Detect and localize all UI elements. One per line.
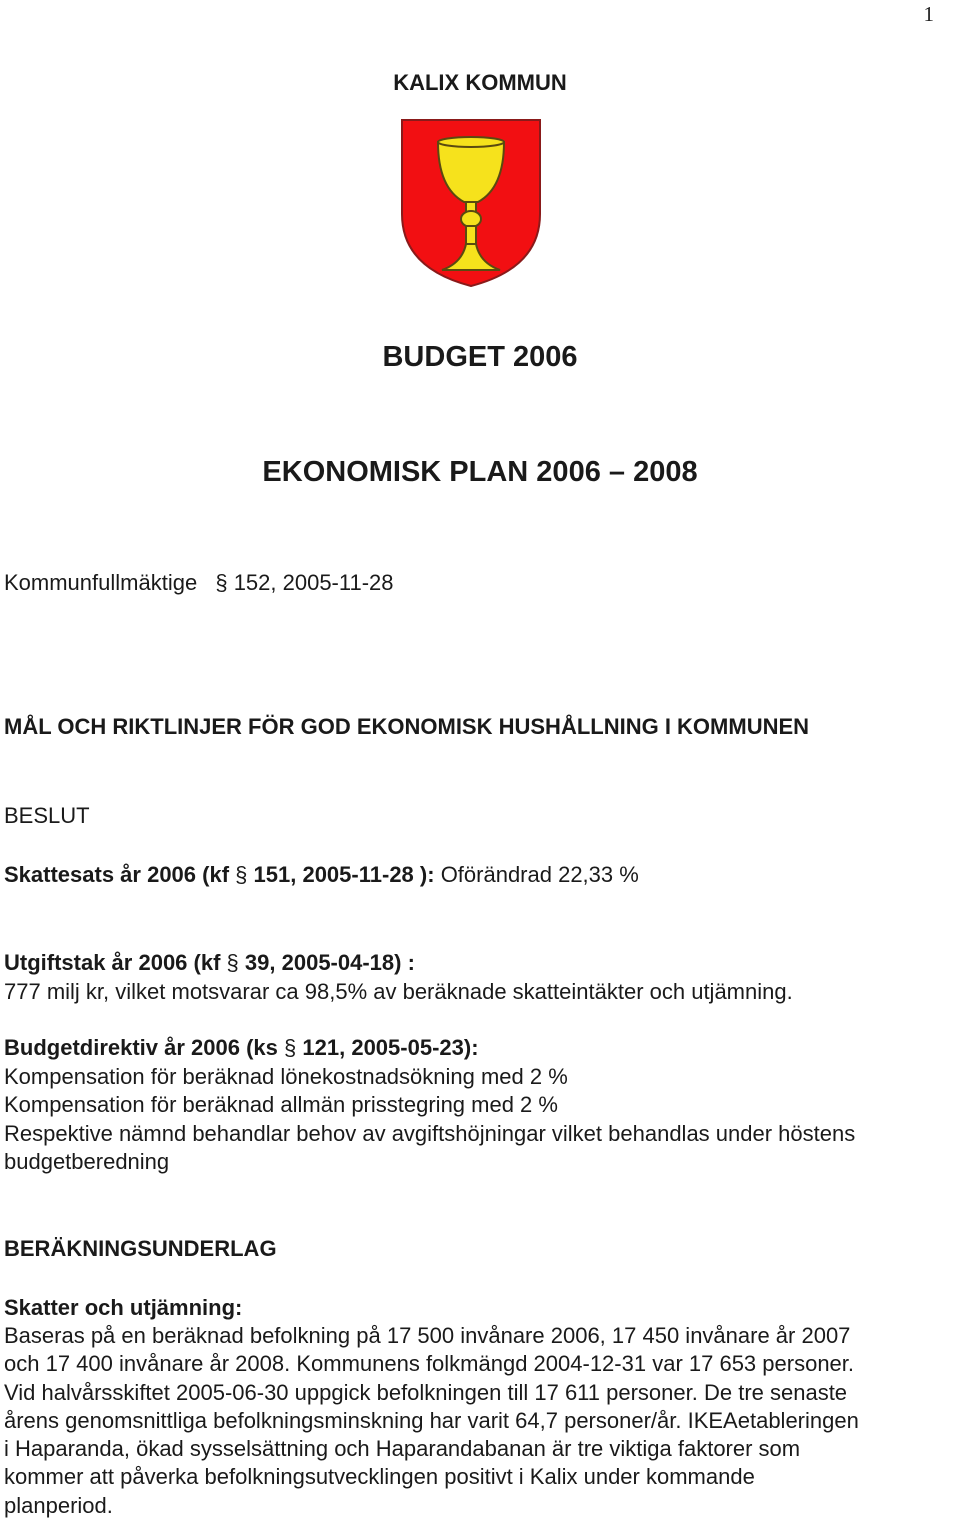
budget-directive-line: budgetberedning bbox=[4, 1149, 170, 1174]
adoption-line bbox=[4, 570, 394, 596]
tax-rate-value: Oförändrad 22,33 % bbox=[440, 862, 639, 887]
tax-rate-label-prefix: Skattesats år 2006 (kf bbox=[4, 862, 230, 887]
budget-directive-block bbox=[4, 1034, 855, 1177]
budget-directive-line: Respektive nämnd behandlar behov av avgiftshöjningar vilket behandlas under höstens bbox=[4, 1120, 856, 1146]
page-number: 1 bbox=[923, 2, 934, 26]
paragraph-line: Baseras på en beräknad befolkning på 17 500 invånare 2006, 17 450 invånare år 2007 bbox=[4, 1323, 851, 1348]
decision-heading: BESLUT bbox=[4, 803, 90, 828]
tax-rate-line bbox=[4, 862, 639, 888]
municipal-coat-of-arms bbox=[400, 118, 542, 288]
budget-directive-label-prefix: Budgetdirektiv år 2006 (ks bbox=[4, 1035, 278, 1060]
adoption-reference: 152, 2005-11-28 bbox=[233, 570, 394, 595]
expenditure-cap-block bbox=[4, 949, 793, 1006]
expenditure-cap-label-ref: 39, 2005-04-18) : bbox=[244, 950, 415, 975]
document-subtitle: EKONOMISK PLAN 2006 – 2008 bbox=[262, 456, 698, 488]
paragraph-line: och 17 400 invånare år 2008. Kommunens folkmängd 2004-12-31 var 17 653 personer. bbox=[4, 1351, 855, 1377]
budget-directive-label-ref: 121, 2005-05-23): bbox=[302, 1035, 479, 1060]
section-symbol: § bbox=[235, 862, 248, 887]
tax-rate-label-ref: 151, 2005-11-28 ): bbox=[253, 862, 435, 887]
taxes-subheading: Skatter och utjämning: bbox=[4, 1295, 243, 1320]
organization-name: KALIX KOMMUN bbox=[393, 70, 567, 95]
expenditure-cap-label bbox=[4, 949, 793, 978]
goals-heading: MÅL OCH RIKTLINJER FÖR GOD EKONOMISK HUSHÅLLNING I KOMMUNEN bbox=[4, 714, 810, 739]
expenditure-cap-text: 777 milj kr, vilket motsvarar ca 98,5% av beräknade skatteintäkter och utjämning. bbox=[4, 978, 793, 1004]
budget-directive-line: Kompensation för beräknad allmän prisstegring med 2 % bbox=[4, 1092, 558, 1117]
section-symbol: § bbox=[284, 1035, 297, 1060]
paragraph-line: Vid halvårsskiftet 2005-06-30 uppgick befolkningen till 17 611 personer. De tre senaste bbox=[4, 1379, 848, 1405]
paragraph-line: årens genomsnittliga befolkningsminskning har varit 64,7 personer/år. IKEAetableringen bbox=[4, 1407, 859, 1433]
calculation-basis-paragraph bbox=[4, 1322, 859, 1520]
paragraph-line: planperiod. bbox=[4, 1492, 113, 1518]
section-symbol: § bbox=[226, 950, 239, 975]
section-symbol: § bbox=[215, 570, 228, 595]
expenditure-cap-label-prefix: Utgiftstak år 2006 (kf bbox=[4, 950, 221, 975]
budget-directive-label bbox=[4, 1034, 855, 1063]
paragraph-line: i Haparanda, ökad sysselsättning och Haparandabanan är tre viktiga faktorer som bbox=[4, 1436, 801, 1462]
document-title: BUDGET 2006 bbox=[382, 341, 578, 373]
budget-directive-line: Kompensation för beräknad lönekostnadsökning med 2 % bbox=[4, 1063, 568, 1089]
paragraph-line: kommer att påverka befolkningsutvecklingen positivt i Kalix under kommande bbox=[4, 1464, 755, 1490]
adoption-prefix: Kommunfullmäktige bbox=[4, 570, 198, 595]
calculation-basis-heading: BERÄKNINGSUNDERLAG bbox=[4, 1236, 277, 1261]
